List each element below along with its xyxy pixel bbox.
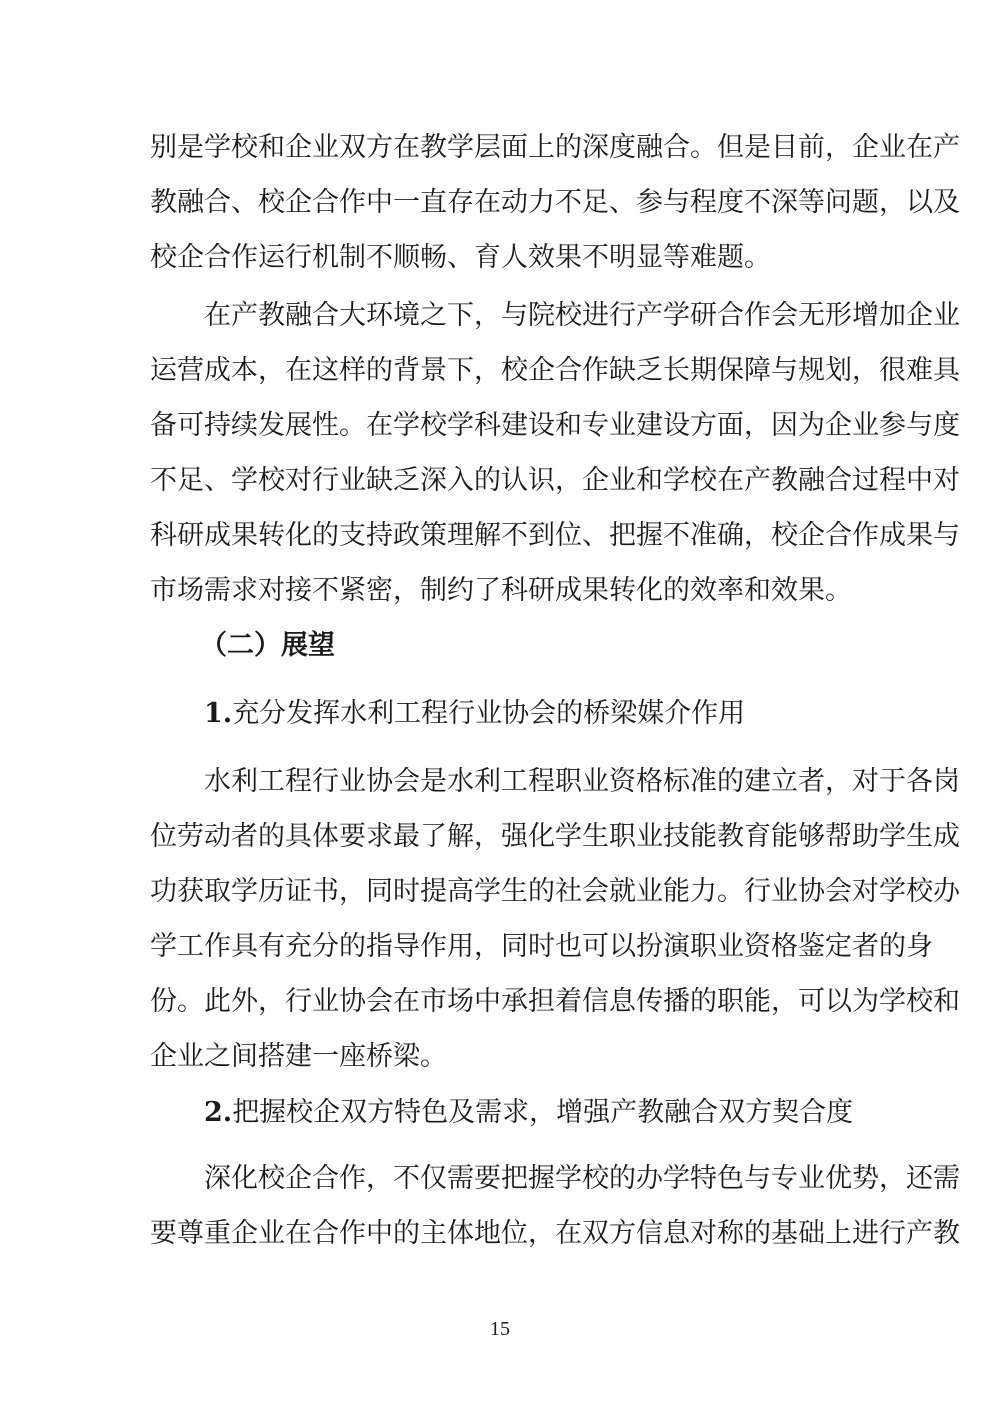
paragraph-line: 不足、学校对行业缺乏深入的认识，企业和学校在产教融合过程中对 <box>150 465 960 496</box>
paragraph-line: 要尊重企业在合作中的主体地位，在双方信息对称的基础上进行产教 <box>150 1218 960 1249</box>
paragraph-line: 学工作具有充分的指导作用，同时也可以扮演职业资格鉴定者的身 <box>150 931 933 962</box>
paragraph-line: 别是学校和企业双方在教学层面上的深度融合。但是目前，企业在产 <box>150 132 960 163</box>
paragraph-line: 教融合、校企合作中一直存在动力不足、参与程度不深等问题，以及 <box>150 187 960 218</box>
paragraph-line: 企业之间搭建一座桥梁。 <box>150 1041 447 1072</box>
paragraph-line: 市场需求对接不紧密，制约了科研成果转化的效率和效果。 <box>150 575 852 606</box>
subheading-text <box>204 1097 853 1128</box>
page-number: 15 <box>490 1318 510 1340</box>
paragraph-line: 在产教融合大环境之下，与院校进行产学研合作会无形增加企业 <box>204 300 960 331</box>
subheading-number: 1. <box>204 698 233 729</box>
paragraph-line: 运营成本，在这样的背景下，校企合作缺乏长期保障与规划，很难具 <box>150 355 960 386</box>
subheading-1 <box>204 692 745 736</box>
subheading-number: 2. <box>204 1097 233 1128</box>
paragraph-line: 份。此外，行业协会在市场中承担着信息传播的职能，可以为学校和 <box>150 986 960 1017</box>
paragraph-line: 校企合作运行机制不顺畅、育人效果不明显等难题。 <box>150 242 771 273</box>
paragraph-line: 深化校企合作，不仅需要把握学校的办学特色与专业优势，还需 <box>204 1163 960 1194</box>
subheading-text <box>204 698 745 729</box>
subheading-title: 充分发挥水利工程行业协会的桥梁媒介作用 <box>232 698 746 729</box>
paragraph-line: 科研成果转化的支持政策理解不到位、把握不准确，校企合作成果与 <box>150 520 960 551</box>
paragraph-line: 功获取学历证书，同时提高学生的社会就业能力。行业协会对学校办 <box>150 876 960 907</box>
subheading-2 <box>204 1091 853 1135</box>
paragraph-line: 水利工程行业协会是水利工程职业资格标准的建立者，对于各岗 <box>204 766 960 797</box>
section-heading: （二）展望 <box>200 630 335 661</box>
paragraph-line: 备可持续发展性。在学校学科建设和专业建设方面，因为企业参与度 <box>150 410 960 441</box>
paragraph-line: 位劳动者的具体要求最了解，强化学生职业技能教育能够帮助学生成 <box>150 821 960 852</box>
subheading-title: 把握校企双方特色及需求，增强产教融合双方契合度 <box>232 1097 854 1128</box>
